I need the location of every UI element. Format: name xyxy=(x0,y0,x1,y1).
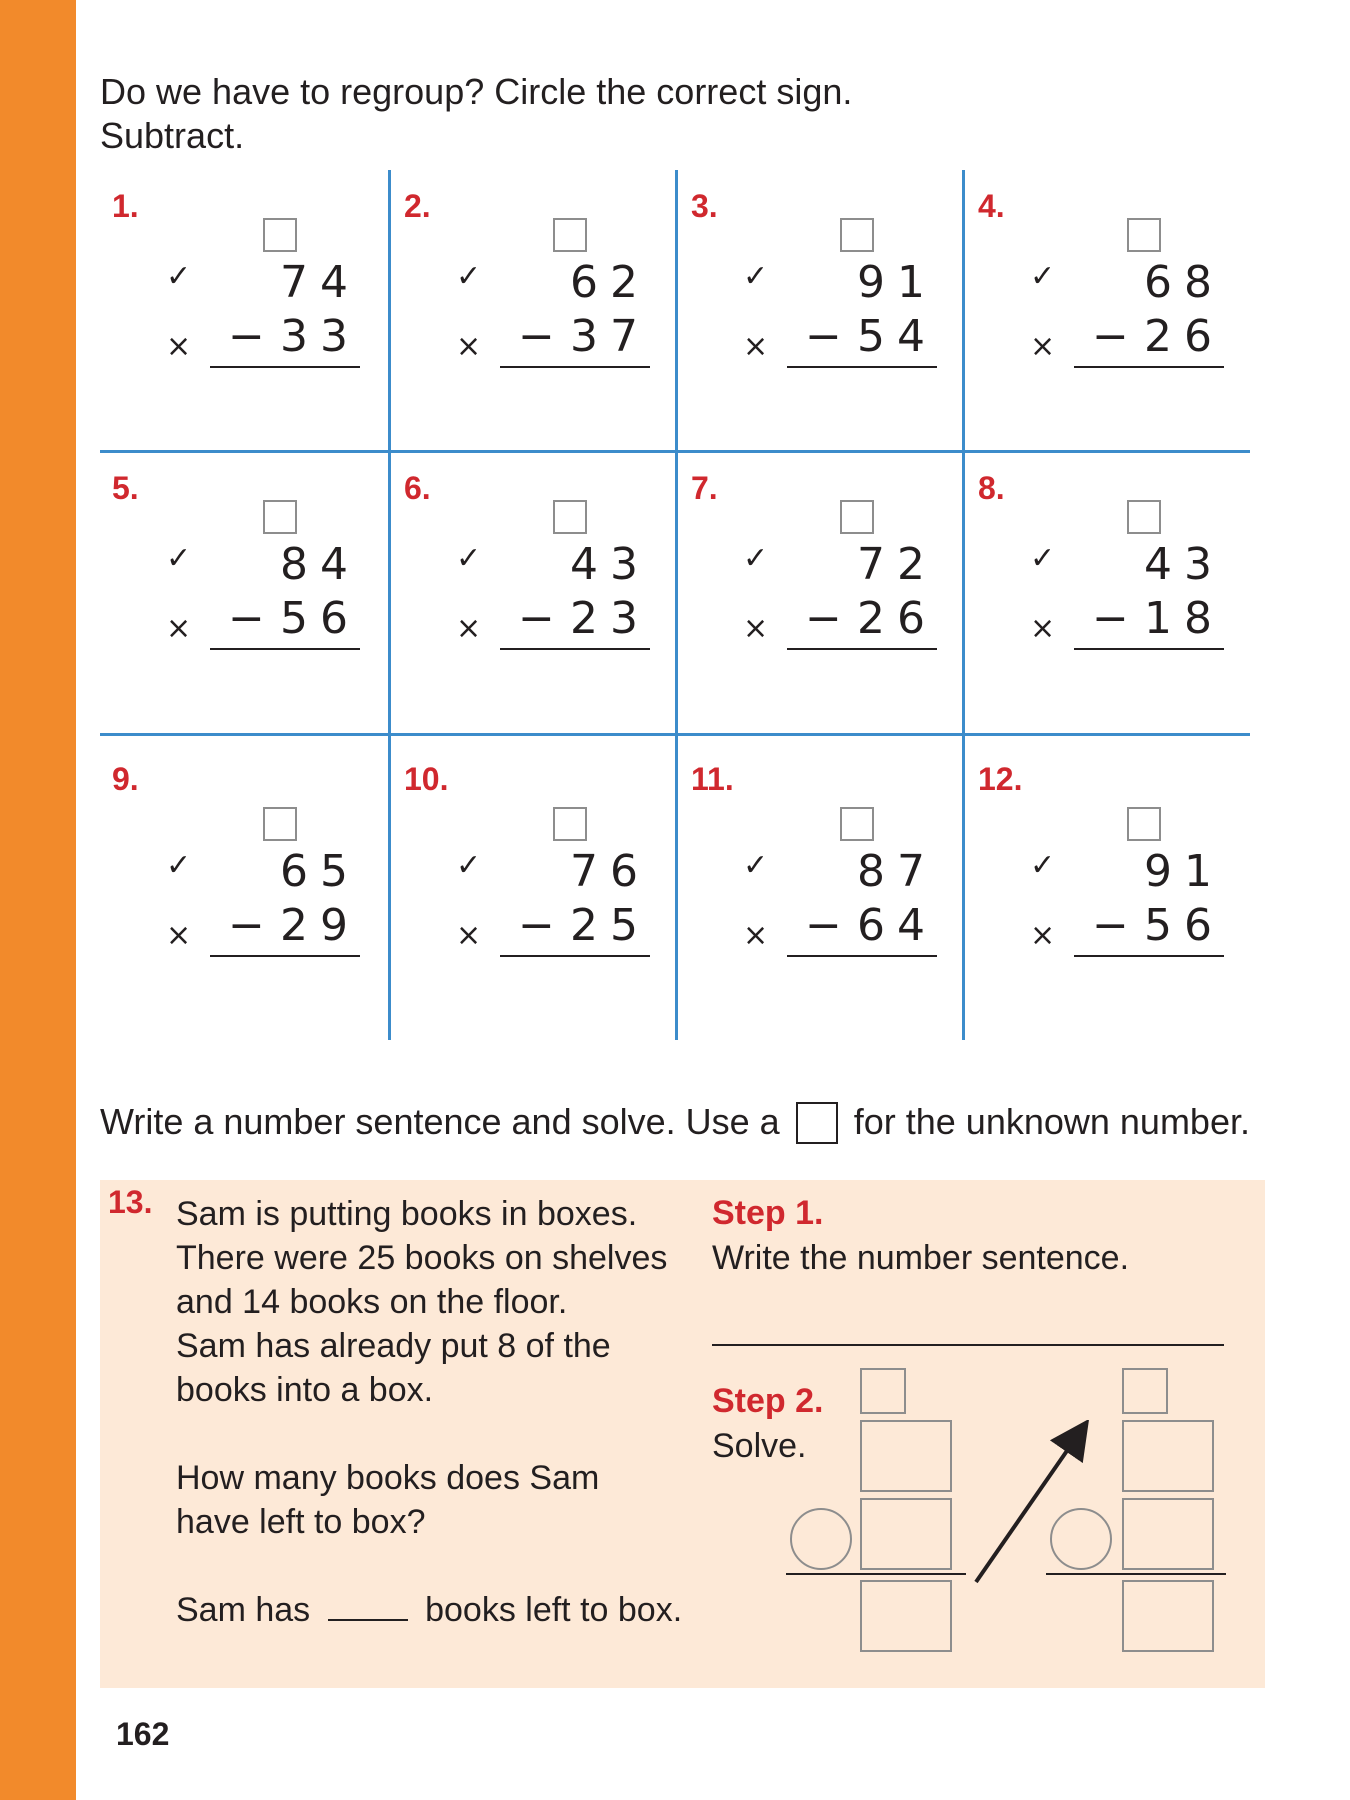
minuend: 76 xyxy=(570,846,650,897)
minus-sign-icon: − xyxy=(518,593,555,644)
story-line: and 14 books on the floor. xyxy=(176,1283,568,1321)
regroup-box[interactable] xyxy=(840,500,874,534)
minuend: 68 xyxy=(1144,257,1224,308)
number-sentence-line[interactable] xyxy=(712,1344,1224,1346)
minus-sign-icon: − xyxy=(805,900,842,951)
operation-sign-circle[interactable] xyxy=(1050,1508,1112,1570)
step-2-text: Solve. xyxy=(712,1427,807,1465)
cross-mark-icon[interactable]: × xyxy=(1030,329,1056,364)
grid-divider-horizontal xyxy=(100,450,1250,453)
minuend: 62 xyxy=(570,257,650,308)
page-number: 162 xyxy=(116,1716,170,1752)
step-1-label: Step 1. xyxy=(712,1194,824,1232)
regroup-box[interactable] xyxy=(553,500,587,534)
answer-line[interactable] xyxy=(210,955,360,957)
digit-box[interactable] xyxy=(1122,1420,1214,1492)
step-2-label: Step 2. xyxy=(712,1382,824,1420)
answer-sentence xyxy=(176,1588,682,1632)
problem-number: 3. xyxy=(691,188,718,224)
check-mark-icon[interactable]: ✓ xyxy=(456,259,482,294)
problem-number: 6. xyxy=(404,470,431,506)
answer-line[interactable] xyxy=(1074,366,1224,368)
question-line: How many books does Sam xyxy=(176,1459,600,1497)
subtrahend: 56 xyxy=(1144,900,1224,951)
minus-sign-icon: − xyxy=(805,593,842,644)
instruction-text-after: for the unknown number. xyxy=(853,1101,1250,1142)
regroup-box[interactable] xyxy=(1127,218,1161,252)
minus-sign-icon: − xyxy=(518,900,555,951)
subtrahend: 29 xyxy=(280,900,360,951)
problem-number: 4. xyxy=(978,188,1005,224)
cross-mark-icon[interactable]: × xyxy=(743,918,769,953)
answer-text-before: Sam has xyxy=(176,1591,311,1629)
cross-mark-icon[interactable]: × xyxy=(1030,918,1056,953)
sum-line xyxy=(786,1573,966,1575)
check-mark-icon[interactable]: ✓ xyxy=(166,541,192,576)
minuend: 74 xyxy=(280,257,360,308)
check-mark-icon[interactable]: ✓ xyxy=(743,848,769,883)
subtrahend: 23 xyxy=(570,593,650,644)
problem-number: 1. xyxy=(112,188,139,224)
answer-box[interactable] xyxy=(860,1580,952,1652)
subtrahend: 26 xyxy=(857,593,937,644)
cross-mark-icon[interactable]: × xyxy=(456,611,482,646)
minus-sign-icon: − xyxy=(1092,311,1129,362)
answer-line[interactable] xyxy=(500,955,650,957)
regroup-box[interactable] xyxy=(840,218,874,252)
check-mark-icon[interactable]: ✓ xyxy=(743,541,769,576)
unknown-number-box-icon xyxy=(796,1102,838,1144)
check-mark-icon[interactable]: ✓ xyxy=(166,848,192,883)
problem-13-number: 13. xyxy=(108,1184,153,1220)
subtrahend: 37 xyxy=(570,311,650,362)
cross-mark-icon[interactable]: × xyxy=(456,918,482,953)
subtrahend: 64 xyxy=(857,900,937,951)
step-1-text: Write the number sentence. xyxy=(712,1239,1130,1277)
story-line: There were 25 books on shelves xyxy=(176,1239,668,1277)
regroup-box[interactable] xyxy=(553,218,587,252)
answer-blank[interactable] xyxy=(328,1593,408,1621)
answer-line[interactable] xyxy=(210,366,360,368)
minus-sign-icon: − xyxy=(805,311,842,362)
cross-mark-icon[interactable]: × xyxy=(456,329,482,364)
subtrahend: 56 xyxy=(280,593,360,644)
answer-line[interactable] xyxy=(210,648,360,650)
regroup-box[interactable] xyxy=(553,807,587,841)
check-mark-icon[interactable]: ✓ xyxy=(1030,541,1056,576)
answer-line[interactable] xyxy=(787,366,937,368)
word-problem-instruction xyxy=(100,1100,1250,1144)
answer-line[interactable] xyxy=(500,648,650,650)
minuend: 91 xyxy=(1144,846,1224,897)
regroup-box[interactable] xyxy=(263,218,297,252)
grid-divider-vertical xyxy=(388,170,391,1040)
minuend: 91 xyxy=(857,257,937,308)
answer-line[interactable] xyxy=(787,955,937,957)
minuend: 84 xyxy=(280,539,360,590)
orange-side-bar xyxy=(0,0,76,1800)
answer-box[interactable] xyxy=(1122,1580,1214,1652)
regroup-box[interactable] xyxy=(860,1368,906,1414)
subtrahend: 26 xyxy=(1144,311,1224,362)
cross-mark-icon[interactable]: × xyxy=(743,611,769,646)
problem-number: 11. xyxy=(691,761,734,797)
grid-divider-vertical xyxy=(962,170,965,1040)
problem-number: 9. xyxy=(112,761,139,797)
regroup-box[interactable] xyxy=(263,807,297,841)
check-mark-icon[interactable]: ✓ xyxy=(456,541,482,576)
minus-sign-icon: − xyxy=(228,593,265,644)
minuend: 43 xyxy=(570,539,650,590)
regroup-box[interactable] xyxy=(1127,807,1161,841)
problem-number: 5. xyxy=(112,470,139,506)
answer-text-after: books left to box. xyxy=(425,1591,683,1629)
problem-number: 10. xyxy=(404,761,449,797)
minus-sign-icon: − xyxy=(518,311,555,362)
problem-13-panel xyxy=(100,1180,1265,1688)
operation-sign-circle[interactable] xyxy=(790,1508,852,1570)
minus-sign-icon: − xyxy=(228,311,265,362)
question-line: have left to box? xyxy=(176,1503,426,1541)
story-line: books into a box. xyxy=(176,1371,434,1409)
minus-sign-icon: − xyxy=(1092,900,1129,951)
cross-mark-icon[interactable]: × xyxy=(166,918,192,953)
regroup-box[interactable] xyxy=(1122,1368,1168,1414)
minuend: 43 xyxy=(1144,539,1224,590)
minuend: 65 xyxy=(280,846,360,897)
story-line: Sam has already put 8 of the xyxy=(176,1327,611,1365)
subtrahend: 18 xyxy=(1144,593,1224,644)
digit-box[interactable] xyxy=(860,1498,952,1570)
cross-mark-icon[interactable]: × xyxy=(166,611,192,646)
check-mark-icon[interactable]: ✓ xyxy=(456,848,482,883)
digit-box[interactable] xyxy=(860,1420,952,1492)
problem-number: 2. xyxy=(404,188,431,224)
check-mark-icon[interactable]: ✓ xyxy=(166,259,192,294)
subtrahend: 25 xyxy=(570,900,650,951)
cross-mark-icon[interactable]: × xyxy=(1030,611,1056,646)
sum-line xyxy=(1046,1573,1226,1575)
answer-line[interactable] xyxy=(500,366,650,368)
regroup-box[interactable] xyxy=(1127,500,1161,534)
answer-line[interactable] xyxy=(1074,955,1224,957)
check-mark-icon[interactable]: ✓ xyxy=(743,259,769,294)
check-mark-icon[interactable]: ✓ xyxy=(1030,848,1056,883)
instruction-subtract: Subtract. xyxy=(100,115,245,156)
problem-number: 12. xyxy=(978,761,1023,797)
answer-line[interactable] xyxy=(787,648,937,650)
answer-line[interactable] xyxy=(1074,648,1224,650)
subtrahend: 54 xyxy=(857,311,937,362)
problem-number: 8. xyxy=(978,470,1005,506)
problem-number: 7. xyxy=(691,470,718,506)
minus-sign-icon: − xyxy=(1092,593,1129,644)
story-line: Sam is putting books in boxes. xyxy=(176,1195,638,1233)
minuend: 87 xyxy=(857,846,937,897)
regroup-box[interactable] xyxy=(840,807,874,841)
grid-divider-horizontal xyxy=(100,733,1250,736)
minuend: 72 xyxy=(857,539,937,590)
regroup-box[interactable] xyxy=(263,500,297,534)
cross-mark-icon[interactable]: × xyxy=(743,329,769,364)
check-mark-icon[interactable]: ✓ xyxy=(1030,259,1056,294)
cross-mark-icon[interactable]: × xyxy=(166,329,192,364)
subtrahend: 33 xyxy=(280,311,360,362)
instruction-regroup: Do we have to regroup? Circle the correct sign. xyxy=(100,71,853,112)
digit-box[interactable] xyxy=(1122,1498,1214,1570)
instruction-text-before: Write a number sentence and solve. Use a xyxy=(100,1101,780,1142)
minus-sign-icon: − xyxy=(228,900,265,951)
grid-divider-vertical xyxy=(675,170,678,1040)
